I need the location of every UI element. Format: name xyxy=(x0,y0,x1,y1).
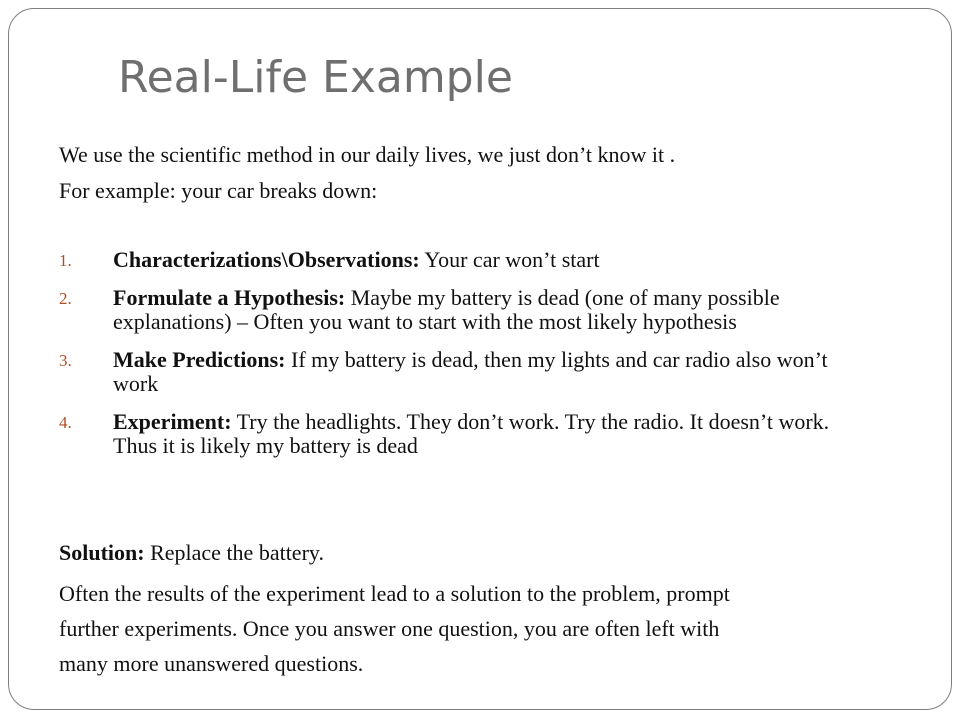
step-item-1 xyxy=(59,248,859,272)
steps-list xyxy=(59,248,859,472)
step-number: 1. xyxy=(59,251,72,270)
conclusion-line-2: further experiments. Once you answer one question, you are often left with xyxy=(59,616,720,641)
step-text: Try the headlights. They don’t work. Try the radio. It doesn’t work. Thus it is likely my battery is dead xyxy=(113,409,830,458)
solution-text: Replace the battery. xyxy=(144,540,324,565)
conclusion-line-3: many more unanswered questions. xyxy=(59,651,364,676)
step-item-2 xyxy=(59,286,859,334)
step-label: Make Predictions: xyxy=(113,347,286,372)
slide-title: Real-Life Example xyxy=(118,52,513,103)
step-number: 3. xyxy=(59,351,72,370)
step-text: Maybe my battery is dead (one of many possible explanations) – Often you want to start with the most likely hypothesis xyxy=(113,285,780,334)
conclusion-paragraph xyxy=(59,576,919,681)
step-text: If my battery is dead, then my lights and car radio also won’t work xyxy=(113,347,828,396)
intro-line-2: For example: your car breaks down: xyxy=(59,178,378,203)
intro-line-1: We use the scientific method in our daily lives, we just don’t know it . xyxy=(59,142,676,167)
step-number: 2. xyxy=(59,289,72,308)
solution-line xyxy=(59,540,324,566)
step-label: Formulate a Hypothesis: xyxy=(113,285,346,310)
conclusion-line-1: Often the results of the experiment lead to a solution to the problem, prompt xyxy=(59,581,730,606)
step-label: Experiment: xyxy=(113,409,232,434)
step-label: Characterizations\Observations: xyxy=(113,247,420,272)
step-item-4 xyxy=(59,410,859,458)
solution-label: Solution: xyxy=(59,540,145,565)
step-number: 4. xyxy=(59,413,72,432)
step-text: Your car won’t start xyxy=(419,247,600,272)
step-item-3 xyxy=(59,348,859,396)
